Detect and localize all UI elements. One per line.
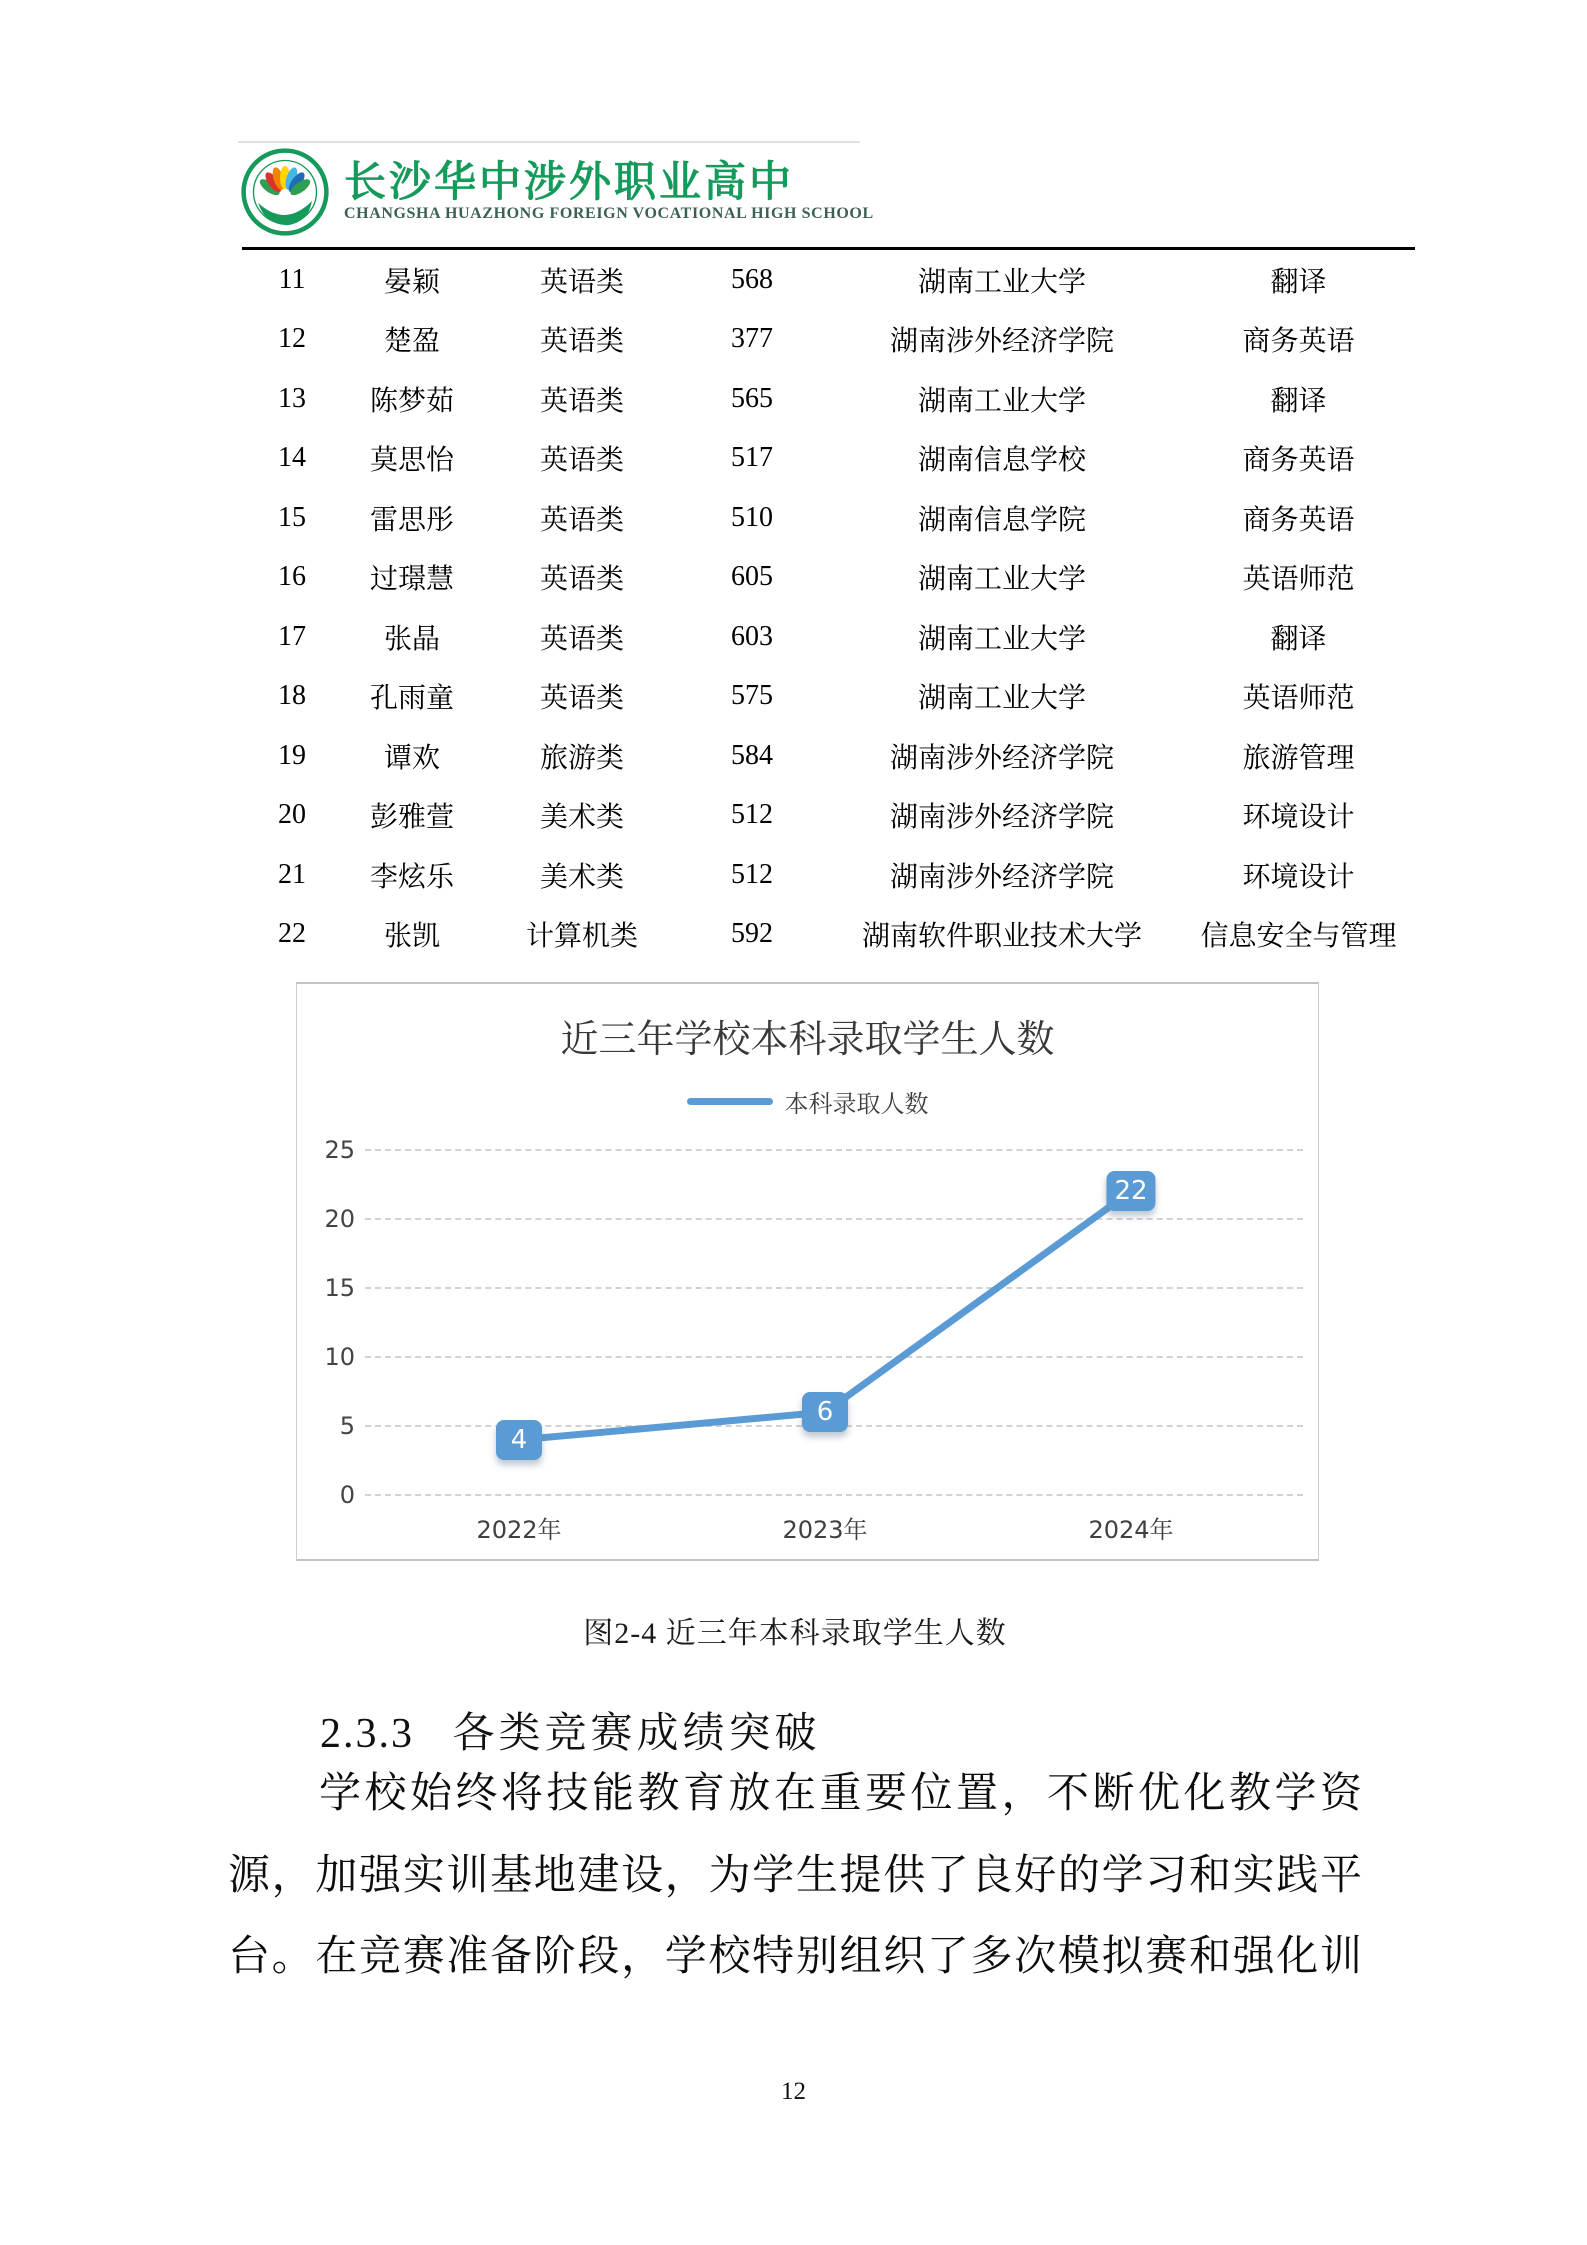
page-number: 12 bbox=[781, 2078, 806, 2105]
body-paragraph bbox=[228, 1754, 1362, 1999]
table-cell-major: 商务英语 bbox=[1242, 504, 1355, 536]
table-cell-major: 旅游管理 bbox=[1242, 742, 1355, 774]
table-cell-university: 湖南工业大学 bbox=[917, 683, 1086, 715]
table-cell-name: 莫思怡 bbox=[369, 445, 454, 477]
table-cell-score: 592 bbox=[731, 918, 773, 950]
table-cell-university: 湖南涉外经济学院 bbox=[889, 861, 1114, 893]
figure-caption: 图2-4 近三年本科录取学生人数 bbox=[583, 1617, 1007, 1650]
table-cell-university: 湖南信息学校 bbox=[917, 445, 1086, 477]
table-cell-university: 湖南涉外经济学院 bbox=[889, 742, 1114, 774]
table-row bbox=[242, 369, 1415, 429]
chart-title: 近三年学校本科录取学生人数 bbox=[560, 1017, 1055, 1061]
table-cell-major: 商务英语 bbox=[1242, 445, 1355, 477]
table-cell-no: 16 bbox=[278, 561, 306, 593]
table-row bbox=[242, 607, 1415, 667]
table-cell-university: 湖南工业大学 bbox=[917, 623, 1086, 655]
table-cell-score: 517 bbox=[731, 442, 773, 474]
table-cell-category: 计算机类 bbox=[525, 921, 638, 953]
table-cell-major: 翻译 bbox=[1270, 385, 1327, 417]
section-heading bbox=[320, 1700, 821, 1760]
table-cell-no: 20 bbox=[278, 799, 306, 831]
table-cell-major: 环境设计 bbox=[1242, 861, 1355, 893]
table-cell-university: 湖南涉外经济学院 bbox=[889, 802, 1114, 834]
table-row bbox=[242, 667, 1415, 727]
school-emblem-icon bbox=[240, 147, 330, 237]
table-cell-no: 22 bbox=[278, 918, 306, 950]
table-cell-no: 18 bbox=[278, 680, 306, 712]
table-cell-university: 湖南工业大学 bbox=[917, 266, 1086, 298]
table-cell-category: 英语类 bbox=[539, 266, 624, 298]
table-cell-score: 568 bbox=[731, 263, 773, 295]
table-cell-university: 湖南工业大学 bbox=[917, 385, 1086, 417]
paragraph-line: 台。在竞赛准备阶段，学校特别组织了多次模拟赛和强化训 bbox=[228, 1934, 1362, 1980]
chart-line-svg bbox=[297, 984, 1318, 1559]
table-cell-score: 377 bbox=[731, 323, 773, 355]
section-title: 各类竞赛成绩突破 bbox=[452, 1711, 821, 1757]
table-cell-university: 湖南工业大学 bbox=[917, 564, 1086, 596]
table-cell-category: 英语类 bbox=[539, 623, 624, 655]
table-row bbox=[242, 845, 1415, 905]
table-cell-score: 512 bbox=[731, 858, 773, 890]
data-point-label: 22 bbox=[1106, 1171, 1155, 1211]
data-point-label: 6 bbox=[802, 1392, 848, 1432]
table-row bbox=[242, 726, 1415, 786]
paragraph-line: 源，加强实训基地建设，为学生提供了良好的学习和实践平 bbox=[228, 1852, 1362, 1899]
table-cell-no: 15 bbox=[278, 501, 306, 533]
x-axis-tick-label: 2023年 bbox=[782, 1516, 868, 1544]
table-row bbox=[242, 429, 1415, 489]
school-name-cn: 长沙华中涉外职业高中 bbox=[344, 160, 795, 206]
y-axis-tick-label: 15 bbox=[324, 1274, 355, 1302]
y-axis-tick-label: 10 bbox=[324, 1343, 355, 1371]
table-row bbox=[242, 310, 1415, 370]
paragraph-line: 学校始终将技能教育放在重要位置，不断优化教学资 bbox=[228, 1771, 1362, 1817]
table-cell-name: 彭雅萱 bbox=[369, 802, 454, 834]
table-cell-major: 商务英语 bbox=[1242, 326, 1355, 358]
table-cell-no: 11 bbox=[278, 263, 306, 295]
table-cell-major: 环境设计 bbox=[1242, 802, 1355, 834]
admission-table bbox=[242, 247, 1415, 964]
table-row bbox=[242, 488, 1415, 548]
table-cell-name: 过璟慧 bbox=[369, 564, 454, 596]
table-cell-category: 英语类 bbox=[539, 564, 624, 596]
table-row bbox=[242, 250, 1415, 310]
table-cell-no: 21 bbox=[278, 858, 306, 890]
table-cell-score: 603 bbox=[731, 620, 773, 652]
table-cell-name: 晏颖 bbox=[383, 266, 440, 298]
table-cell-category: 美术类 bbox=[539, 861, 624, 893]
table-cell-category: 美术类 bbox=[539, 802, 624, 834]
table-cell-name: 李炫乐 bbox=[369, 861, 454, 893]
table-cell-name: 孔雨童 bbox=[369, 683, 454, 715]
table-row bbox=[242, 786, 1415, 846]
table-cell-no: 17 bbox=[278, 620, 306, 652]
table-cell-category: 英语类 bbox=[539, 504, 624, 536]
table-cell-major: 信息安全与管理 bbox=[1200, 921, 1397, 953]
table-cell-name: 雷思彤 bbox=[369, 504, 454, 536]
admissions-line-chart bbox=[296, 982, 1319, 1561]
table-cell-score: 565 bbox=[731, 382, 773, 414]
school-name-en: CHANGSHA HUAZHONG FOREIGN VOCATIONAL HIGH SCHOOL bbox=[344, 205, 874, 222]
table-row bbox=[242, 905, 1415, 965]
y-axis-tick-label: 25 bbox=[324, 1136, 355, 1164]
table-cell-major: 翻译 bbox=[1270, 623, 1327, 655]
table-cell-no: 19 bbox=[278, 739, 306, 771]
table-cell-score: 510 bbox=[731, 501, 773, 533]
table-cell-university: 湖南涉外经济学院 bbox=[889, 326, 1114, 358]
table-cell-score: 584 bbox=[731, 739, 773, 771]
header-divider bbox=[238, 141, 860, 143]
chart-plot-area bbox=[297, 984, 1318, 1559]
table-cell-university: 湖南信息学院 bbox=[917, 504, 1086, 536]
table-cell-major: 英语师范 bbox=[1242, 564, 1355, 596]
table-cell-university: 湖南软件职业技术大学 bbox=[861, 921, 1142, 953]
table-cell-name: 楚盈 bbox=[383, 326, 440, 358]
x-axis-tick-label: 2024年 bbox=[1088, 1516, 1174, 1544]
data-point-label: 4 bbox=[496, 1420, 542, 1460]
table-cell-category: 英语类 bbox=[539, 683, 624, 715]
table-cell-name: 谭欢 bbox=[383, 742, 440, 774]
table-cell-score: 512 bbox=[731, 799, 773, 831]
section-number: 2.3.3 bbox=[320, 1711, 414, 1757]
y-axis-tick-label: 5 bbox=[339, 1412, 355, 1440]
y-axis-tick-label: 20 bbox=[324, 1205, 355, 1233]
table-cell-name: 张凯 bbox=[383, 921, 440, 953]
table-cell-no: 13 bbox=[278, 382, 306, 414]
table-cell-category: 旅游类 bbox=[539, 742, 624, 774]
table-cell-name: 陈梦茹 bbox=[369, 385, 454, 417]
y-axis-tick-label: 0 bbox=[339, 1481, 355, 1509]
table-cell-score: 605 bbox=[731, 561, 773, 593]
table-row bbox=[242, 548, 1415, 608]
table-cell-no: 12 bbox=[278, 323, 306, 355]
table-cell-major: 英语师范 bbox=[1242, 683, 1355, 715]
table-cell-no: 14 bbox=[278, 442, 306, 474]
x-axis-tick-label: 2022年 bbox=[476, 1516, 562, 1544]
table-cell-name: 张晶 bbox=[383, 623, 440, 655]
school-logo bbox=[240, 147, 874, 239]
table-cell-category: 英语类 bbox=[539, 385, 624, 417]
legend-label: 本科录取人数 bbox=[784, 1090, 929, 1118]
table-cell-major: 翻译 bbox=[1270, 266, 1327, 298]
table-cell-category: 英语类 bbox=[539, 445, 624, 477]
table-cell-category: 英语类 bbox=[539, 326, 624, 358]
table-cell-score: 575 bbox=[731, 680, 773, 712]
